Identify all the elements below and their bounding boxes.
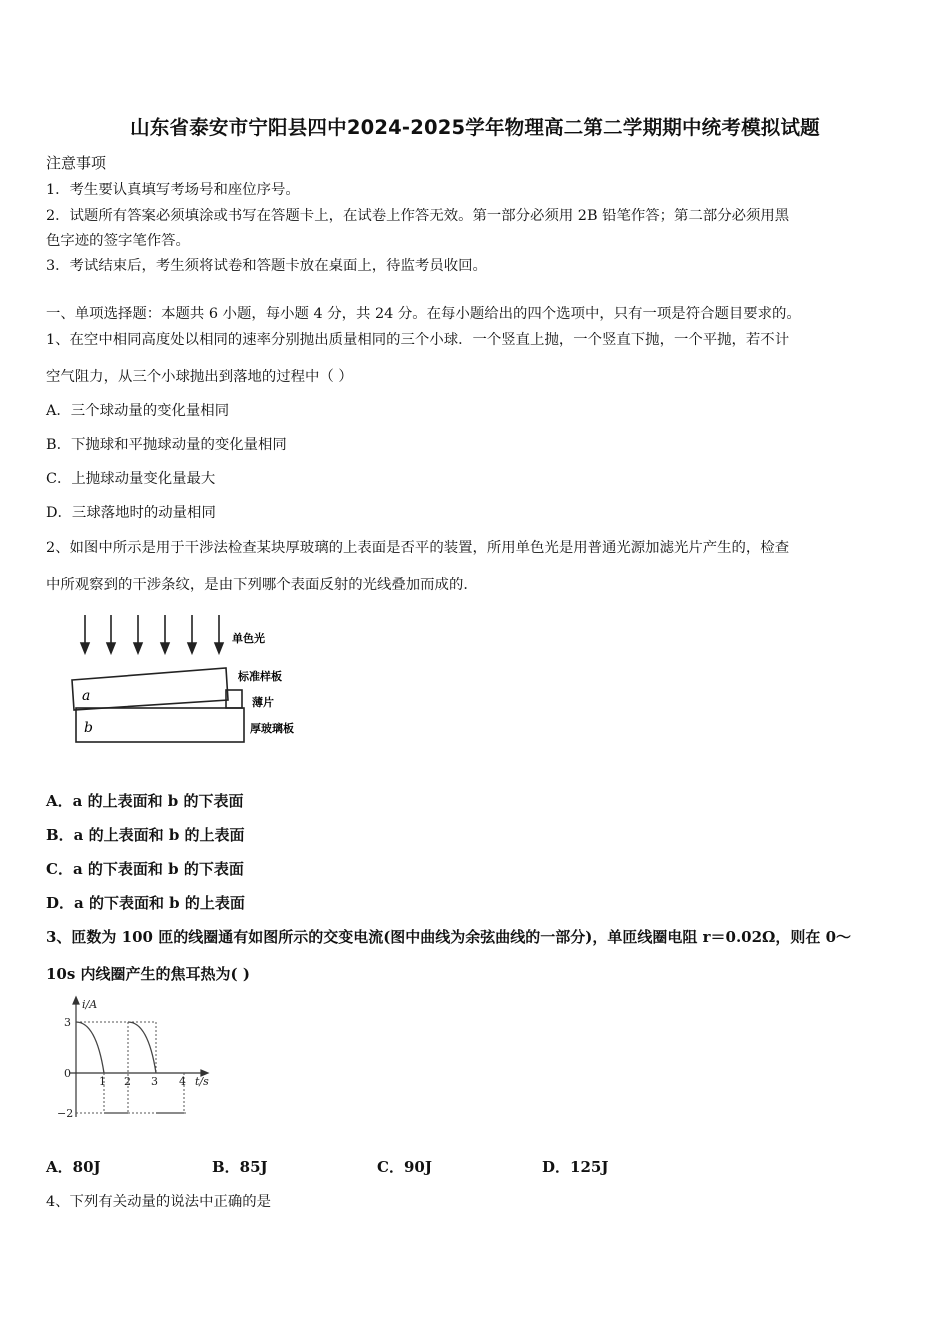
notice-item-2-line-1: 2．试题所有答案必须填涂或书写在答题卡上，在试卷上作答无效。第一部分必须用 2B 铅笔作答；第二部分必须用黑	[46, 208, 790, 224]
interference-apparatus-figure	[66, 610, 306, 750]
question-1-option-a: A．三个球动量的变化量相同	[46, 403, 230, 419]
question-4-line-1: 4、下列有关动量的说法中正确的是	[46, 1194, 272, 1210]
y-axis-label: i/A	[82, 998, 98, 1011]
label-standard-sample: 标准样板	[238, 670, 282, 683]
section-1-heading: 一、单项选择题：本题共 6 小题，每小题 4 分，共 24 分。在每小题给出的四个选项中，只有一项是符合题目要求的。	[46, 306, 801, 322]
x-tick-3: 3	[151, 1075, 158, 1088]
current-time-graph	[56, 995, 216, 1125]
question-2-option-b: B．a 的上表面和 b 的上表面	[46, 826, 245, 844]
label-thick-glass: 厚玻璃板	[250, 722, 294, 735]
question-2-line-2: 中所观察到的干涉条纹，是由下列哪个表面反射的光线叠加而成的．	[46, 577, 478, 593]
question-1-option-c: C．上抛球动量变化量最大	[46, 471, 216, 487]
question-3-option-c: C．90J	[377, 1158, 432, 1176]
y-axis-arrow	[73, 997, 79, 1004]
question-1-line-1: 1、在空中相同高度处以相同的速率分别抛出质量相同的三个小球．一个竖直上抛，一个竖直下抛，一个平抛，若不计	[46, 332, 790, 348]
x-tick-2: 2	[124, 1075, 131, 1088]
question-2-line-1: 2、如图中所示是用于干涉法检查某块厚玻璃的上表面是否平的装置，所用单色光是用普通光源加滤光片产生的，检查	[46, 540, 790, 556]
question-3-line-2: 10s 内线圈产生的焦耳热为( )	[46, 965, 250, 983]
question-2-option-d: D．a 的下表面和 b 的上表面	[46, 894, 245, 912]
question-3-option-b: B．85J	[212, 1158, 268, 1176]
question-3-line-1: 3、匝数为 100 匝的线圈通有如图所示的交变电流(图中曲线为余弦曲线的一部分)，单匝线圈电阻 r＝0.02Ω，则在 0～	[46, 928, 852, 946]
label-b: b	[84, 720, 93, 736]
question-1-option-d: D．三球落地时的动量相同	[46, 505, 216, 521]
x-tick-4: 4	[179, 1075, 186, 1088]
notice-item-1: 1．考生要认真填写考场号和座位序号。	[46, 182, 300, 198]
label-monochromatic-light: 单色光	[232, 632, 265, 645]
y-tick-3: 3	[64, 1016, 71, 1029]
current-curve	[76, 1022, 184, 1113]
question-3-option-d: D．125J	[542, 1158, 609, 1176]
x-axis-label: t/s	[195, 1075, 209, 1088]
page-title: 山东省泰安市宁阳县四中2024-2025学年物理高二第二学期期中统考模拟试题	[130, 116, 820, 139]
question-2-option-a: A．a 的上表面和 b 的下表面	[46, 792, 244, 810]
x-tick-1: 1	[99, 1075, 106, 1088]
notice-item-3: 3．考试结束后，考生须将试卷和答题卡放在桌面上，待监考员收回。	[46, 258, 487, 274]
question-2-option-c: C．a 的下表面和 b 的下表面	[46, 860, 244, 878]
label-shim: 薄片	[252, 696, 274, 709]
notice-heading: 注意事项	[46, 154, 107, 172]
label-a: a	[82, 688, 91, 704]
question-1-option-b: B．下抛球和平抛球动量的变化量相同	[46, 437, 287, 453]
light-arrows	[81, 615, 223, 653]
question-3-option-a: A．80J	[46, 1158, 101, 1176]
standard-sample-plate	[72, 668, 228, 710]
notice-item-2-line-2: 色字迹的签字笔作答。	[46, 233, 190, 249]
y-tick-minus-2: −2	[57, 1107, 74, 1120]
question-1-line-2: 空气阻力，从三个小球抛出到落地的过程中（ ）	[46, 369, 353, 385]
thick-glass-plate	[76, 708, 244, 742]
y-tick-0: 0	[64, 1067, 71, 1080]
